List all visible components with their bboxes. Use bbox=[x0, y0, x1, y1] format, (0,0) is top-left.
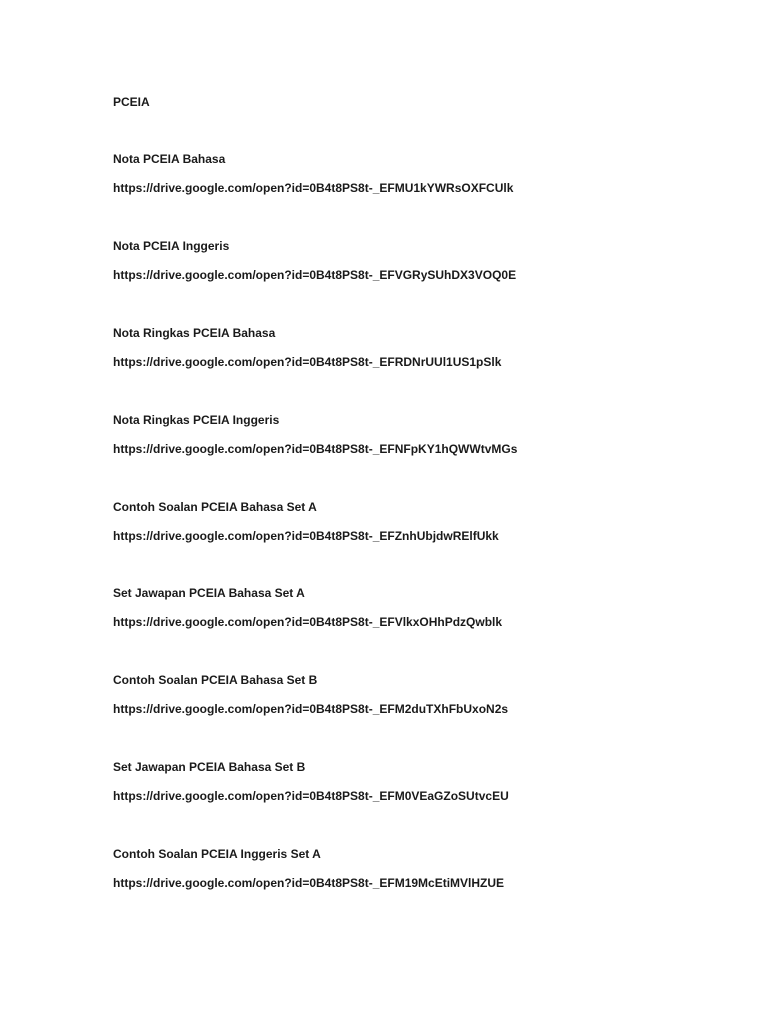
entry-title: Contoh Soalan PCEIA Bahasa Set B bbox=[113, 673, 318, 688]
entry-title: Nota PCEIA Bahasa bbox=[113, 152, 226, 166]
list-item bbox=[113, 672, 713, 759]
entry-link[interactable]: https://drive.google.com/open?id=0B4t8PS8t-_EFVGRySUhDX3VOQ0E bbox=[113, 267, 517, 282]
entry-link[interactable]: https://drive.google.com/open?id=0B4t8PS8t-_EFMU1kYWRsOXFCUlk bbox=[113, 181, 514, 195]
entry-link[interactable]: https://drive.google.com/open?id=0B4t8PS8t-_EFRDNrUUl1US1pSlk bbox=[113, 354, 502, 369]
entry-title: Nota PCEIA Inggeris bbox=[113, 238, 230, 253]
entry-title: Nota Ringkas PCEIA Bahasa bbox=[113, 325, 276, 340]
entry-title: Set Jawapan PCEIA Bahasa Set A bbox=[113, 586, 305, 601]
entry-title: Set Jawapan PCEIA Bahasa Set B bbox=[113, 760, 306, 775]
list-item bbox=[113, 238, 713, 325]
list-item bbox=[113, 759, 713, 846]
list-item bbox=[113, 846, 713, 933]
entry-list bbox=[113, 151, 713, 933]
entry-link[interactable]: https://drive.google.com/open?id=0B4t8PS8t-_EFM2duTXhFbUxoN2s bbox=[113, 702, 509, 717]
entry-title: Nota Ringkas PCEIA Inggeris bbox=[113, 412, 280, 427]
entry-link[interactable]: https://drive.google.com/open?id=0B4t8PS8t-_EFNFpKY1hQWWtvMGs bbox=[113, 441, 518, 456]
entry-link[interactable]: https://drive.google.com/open?id=0B4t8PS8t-_EFM0VEaGZoSUtvcEU bbox=[113, 789, 509, 804]
list-item bbox=[113, 585, 713, 672]
entry-link[interactable]: https://drive.google.com/open?id=0B4t8PS8t-_EFM19McEtiMVlHZUE bbox=[113, 876, 505, 891]
list-item bbox=[113, 412, 713, 499]
document-title: PCEIA bbox=[113, 95, 150, 109]
list-item bbox=[113, 325, 713, 412]
entry-link[interactable]: https://drive.google.com/open?id=0B4t8PS8t-_EFVlkxOHhPdzQwblk bbox=[113, 615, 503, 630]
entry-link[interactable]: https://drive.google.com/open?id=0B4t8PS8t-_EFZnhUbjdwRElfUkk bbox=[113, 528, 499, 543]
list-item bbox=[113, 499, 713, 586]
entry-title: Contoh Soalan PCEIA Bahasa Set A bbox=[113, 499, 317, 514]
list-item bbox=[113, 151, 713, 238]
entry-title: Contoh Soalan PCEIA Inggeris Set A bbox=[113, 847, 321, 862]
